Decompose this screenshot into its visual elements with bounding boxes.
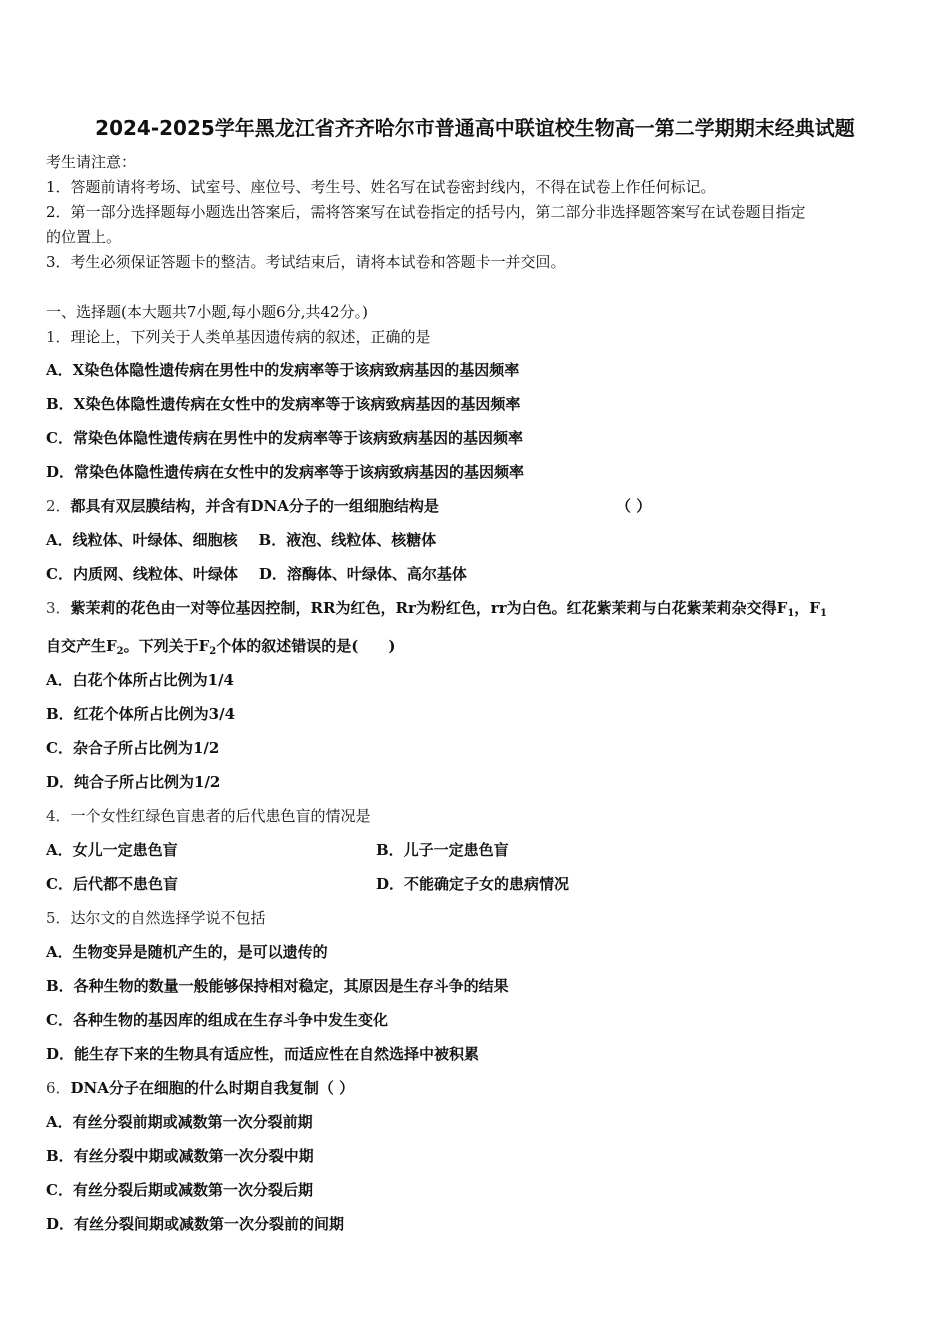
q1-option-d: D．常染色体隐性遗传病在女性中的发病率等于该病致病基因的基因频率 (46, 463, 525, 481)
q3-option-d: D．纯合子所占比例为1/2 (46, 773, 221, 791)
q1-option-c: C．常染色体隐性遗传病在男性中的发病率等于该病致病基因的基因频率 (46, 429, 523, 447)
notice-item-1: 1．答题前请将考场、试室号、座位号、考生号、姓名写在试卷密封线内，不得在试卷上作任何标记。 (46, 178, 716, 196)
notice-heading: 考生请注意： (46, 153, 137, 171)
section-heading: 一、选择题(本大题共7小题,每小题6分,共42分。) (46, 303, 368, 321)
notice-item-3: 3．考生必须保证答题卡的整洁。考试结束后，请将本试卷和答题卡一并交回。 (46, 253, 566, 271)
question-6-number: 6． (46, 1079, 71, 1097)
question-3-stem-2a: 自交产生F (46, 637, 117, 655)
q5-option-d: D．能生存下来的生物具有适应性，而适应性在自然选择中被积累 (46, 1045, 480, 1063)
q4-option-d: D．不能确定子女的患病情况 (376, 875, 570, 893)
q6-option-c: C．有丝分裂后期或减数第一次分裂后期 (46, 1181, 313, 1199)
question-1-stem: 理论上，下列关于人类单基因遗传病的叙述，正确的是 (70, 328, 431, 346)
question-3-sub-4: 2 (209, 646, 217, 657)
q4-options-ab (46, 840, 906, 860)
exam-title: 2024-2025学年黑龙江省齐齐哈尔市普通高中联谊校生物高一第二学期期末经典试题 (95, 116, 855, 140)
question-3-stem-2b: 。下列关于F (123, 637, 210, 655)
question-5-number: 5． (46, 909, 71, 927)
question-3-stem-1b: ，F (794, 599, 820, 617)
q3-option-a: A．白花个体所占比例为1/4 (46, 671, 234, 689)
q2-options-ab: A．线粒体、叶绿体、细胞核 B．液泡、线粒体、核糖体 (46, 531, 437, 549)
question-3-sub-3: 2 (116, 646, 124, 657)
question-2-number: 2． (46, 497, 71, 515)
question-6-stem: DNA分子在细胞的什么时期自我复制（ ） (70, 1079, 355, 1097)
q5-option-c: C．各种生物的基因库的组成在生存斗争中发生变化 (46, 1011, 388, 1029)
q4-options-cd (46, 874, 906, 894)
q1-option-b: B．X染色体隐性遗传病在女性中的发病率等于该病致病基因的基因频率 (46, 395, 521, 413)
q4-option-c: C．后代都不患色盲 (46, 875, 178, 893)
question-3-line-2 (46, 636, 395, 656)
q5-option-b: B．各种生物的数量一般能够保持相对稳定，其原因是生存斗争的结果 (46, 977, 509, 995)
question-5-stem: 达尔文的自然选择学说不包括 (70, 909, 266, 927)
question-3-stem-2c: 个体的叙述错误的是( ) (216, 637, 396, 655)
question-2 (46, 496, 906, 516)
question-5 (46, 908, 266, 928)
q4-option-b: B．儿子一定患色盲 (376, 841, 509, 859)
question-4-number: 4． (46, 807, 71, 825)
question-3-sub-2: 1 (819, 608, 827, 619)
notice-item-2: 2．第一部分选择题每小题选出答案后，需将答案写在试卷指定的括号内，第二部分非选择题答案写在试卷题目指定 (46, 203, 806, 221)
q6-option-a: A．有丝分裂前期或减数第一次分裂前期 (46, 1113, 313, 1131)
question-4 (46, 806, 371, 826)
q6-option-b: B．有丝分裂中期或减数第一次分裂中期 (46, 1147, 314, 1165)
question-2-answer-paren: （ ） (616, 497, 652, 515)
question-6 (46, 1078, 354, 1098)
question-2-stem: 都具有双层膜结构，并含有DNA分子的一组细胞结构是 (70, 497, 439, 515)
question-3-sub-1: 1 (787, 608, 795, 619)
q3-option-b: B．红花个体所占比例为3/4 (46, 705, 236, 723)
question-4-stem: 一个女性红绿色盲患者的后代患色盲的情况是 (70, 807, 371, 825)
question-3-stem-1: 紫茉莉的花色由一对等位基因控制，RR为红色，Rr为粉红色，rr为白色。红花紫茉莉与白花紫茉莉杂交得F (70, 599, 788, 617)
q5-option-a: A．生物变异是随机产生的，是可以遗传的 (46, 943, 328, 961)
q2-options-cd: C．内质网、线粒体、叶绿体 D．溶酶体、叶绿体、高尔基体 (46, 565, 467, 583)
question-1 (46, 327, 431, 347)
q4-option-a: A．女儿一定患色盲 (46, 841, 178, 859)
question-3-line-1 (46, 598, 827, 618)
question-1-number: 1． (46, 328, 71, 346)
q3-option-c: C．杂合子所占比例为1/2 (46, 739, 220, 757)
notice-item-2-cont: 的位置上。 (46, 228, 122, 246)
question-3-number: 3． (46, 599, 71, 617)
q6-option-d: D．有丝分裂间期或减数第一次分裂前的间期 (46, 1215, 345, 1233)
q1-option-a: A．X染色体隐性遗传病在男性中的发病率等于该病致病基因的基因频率 (46, 361, 520, 379)
